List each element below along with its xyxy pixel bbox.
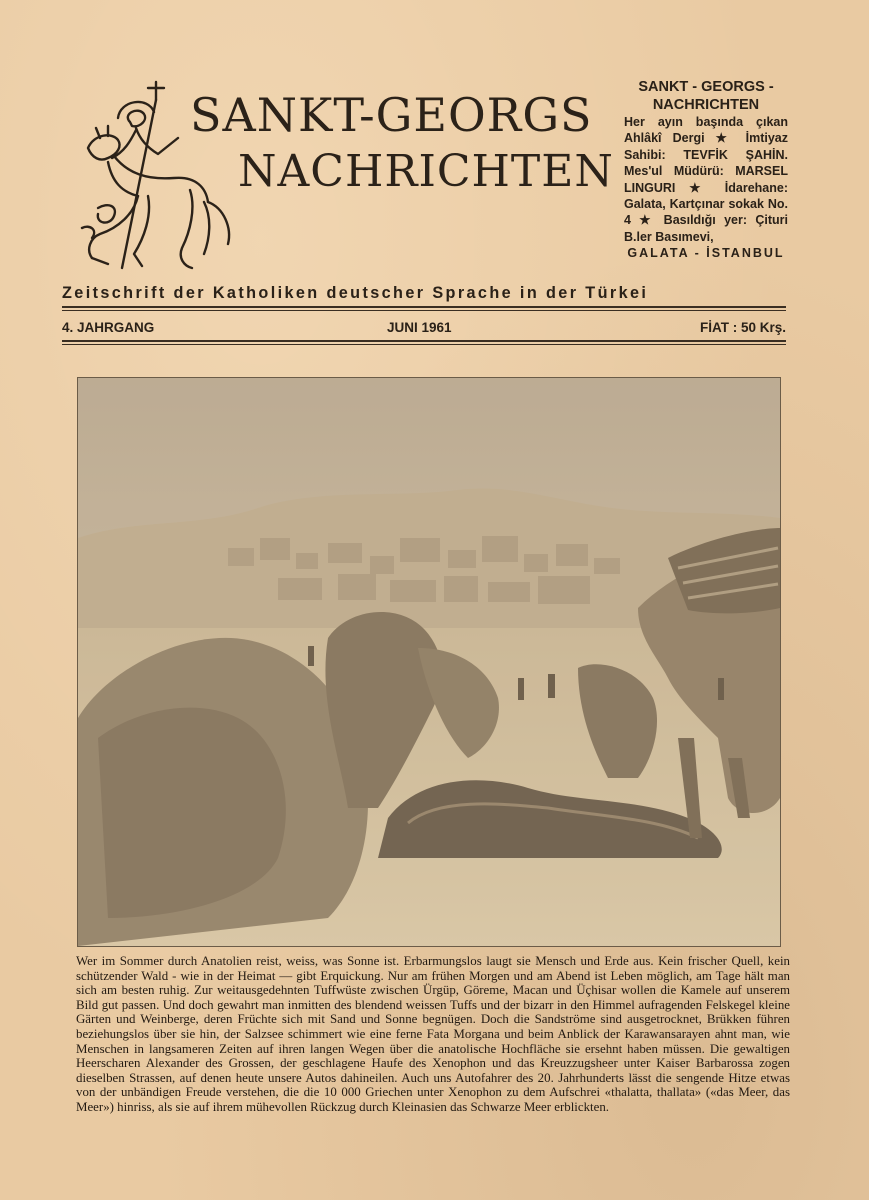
imprint-title: SANKT - GEORGS - NACHRICHTEN <box>638 79 774 113</box>
issue-volume: 4. JAHRGANG <box>62 320 155 335</box>
issue-info-row <box>62 320 786 340</box>
photo-illustration <box>78 378 780 946</box>
divider-rule-top <box>62 306 786 308</box>
divider-rule-bottom-thin <box>62 344 786 345</box>
imprint-body: Her ayın başında çıkan Ahlâkî Dergi ★ İmtiyaz Sahibi: TEVFİK ŞAHİN. Mes'ul Müdürü: MARSEL LINGURI ★ İdarehane: Galata, Kartçınar sokak No. 4 ★ Basıldığı yer: Çituri B.ler Basımevi, <box>624 115 788 244</box>
imprint-block <box>624 78 788 262</box>
divider-rule-top-thin <box>62 310 786 311</box>
masthead-line-2: NACHRICHTEN <box>238 146 614 197</box>
publication-subtitle: Zeitschrift der Katholiken deutscher Sprache in der Türkei <box>62 284 649 302</box>
imprint-place: GALATA - İSTANBUL <box>627 246 785 261</box>
issue-date: JUNI 1961 <box>387 320 452 335</box>
issue-price: FİAT : 50 Krş. <box>699 320 786 335</box>
masthead-title <box>190 88 620 208</box>
divider-rule-bottom <box>62 340 786 342</box>
masthead-line-1: SANKT-GEORGS <box>190 88 593 142</box>
photo-caption: Wer im Sommer durch Anatolien reist, weiss, was Sonne ist. Erbarmungslos laugt sie Mensch und Erde aus. Kein frischer Quell, kein schützender Wald - wie in der Heimat — gibt Erquickung. Nur am frühen Morgen und am Abend ist Leben möglich, am Tage hält man sich am besten ruhig. Zur weitausgedehnten Tuffwüste zwischen Ürgüp, Göreme, Macan und Üçhisar wollen die Kamele auf unserem Bild gut passen. Und doch gewahrt man inmitten des blendend weissen Tuffs und der bizarr in den Himmel aufragenden Felskegel kleine Gärten und Weinberge, deren Früchte sich mit Sand und Sonne begnügen. Doch die Sandströme sind ausgetrocknet, Brükken führen beziehungslos über sie hin, der Salzsee schimmert wie eine ferne Fata Morgana und beim Anblick der Karawansarayen ahnt man, wie Menschen in langsameren Zeiten auf ihren langen Wegen über die anatolische Hochfläche sie ersehnt haben müssen. Die gewaltigen Heerscharen Alexander des Grossen, der geschlagene Haufe des Xenophon und das Kreuzzugsheer unter Kaiser Barbarossa zogen dieselben Strassen, auf denen heute unsere Autos dahineilen. Auch uns Autofahrer des 20. Jahrhunderts lässt die sengende Hitze etwas von der unbändigen Freude verstehen, die die 10 000 Griechen unter Xenophon zu dem Aufschrei «thalatta, thallata» («das Meer, das Meer») hinriss, als sie auf ihrem mühevollen Rückzug durch Kleinasien das Schwarze Meer erblickten. <box>76 954 790 1114</box>
camels-in-cappadocia-photo <box>77 377 781 947</box>
